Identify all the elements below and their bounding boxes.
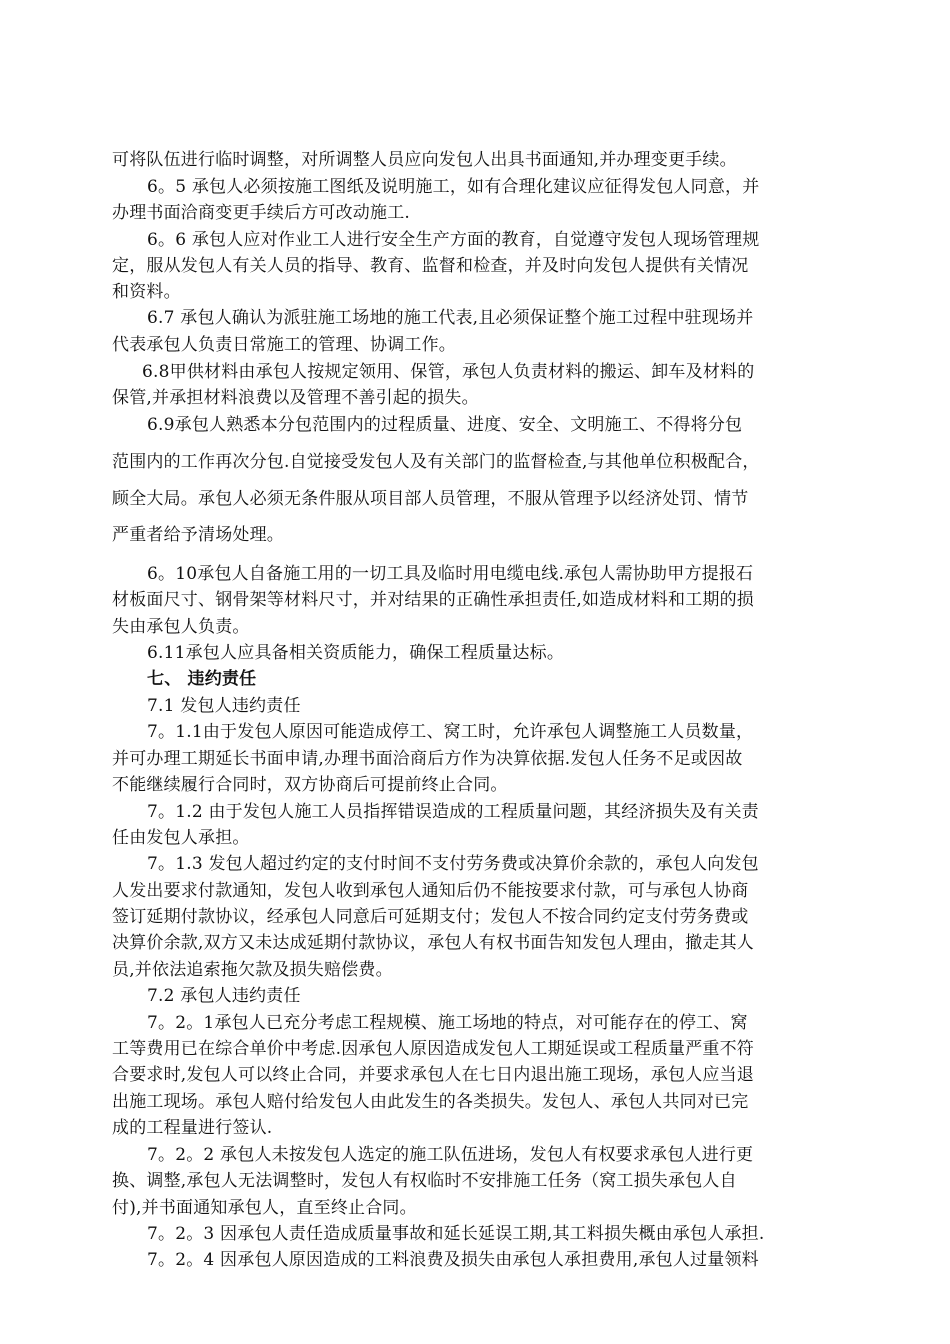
text-line: 出施工现场。承包人赔付给发包人由此发生的各类损失。发包人、承包人共同对已完 [112, 1092, 749, 1112]
text-line: 可将队伍进行临时调整，对所调整人员应向发包人出具书面通知,并办理变更手续。 [112, 150, 737, 170]
text-line: 代表承包人负责日常施工的管理、协调工作。 [112, 335, 456, 355]
text-line: 成的工程量进行签认. [112, 1118, 273, 1138]
text-line: 顾全大局。承包人必须无条件服从项目部人员管理，不服从管理予以经济处罚、情节 [112, 489, 749, 509]
text-line: 决算价余款,双方又未达成延期付款协议，承包人有权书面告知发包人理由，撤走其人 [112, 933, 755, 953]
text-line: 任由发包人承担。 [112, 828, 250, 848]
text-line: 7。1.2 由于发包人施工人员指挥错误造成的工程质量问题，其经济损失及有关责 [147, 802, 759, 822]
text-line: 签订延期付款协议，经承包人同意后可延期支付；发包人不按合同约定支付劳务费或 [112, 907, 749, 927]
text-line: 7。2。1承包人已充分考虑工程规模、施工场地的特点，对可能存在的停工、窝 [147, 1013, 748, 1033]
text-line: 和资料。 [112, 282, 181, 302]
text-line: 换、调整,承包人无法调整时，发包人有权临时不安排施工任务（窝工损失承包人自 [112, 1171, 737, 1191]
text-line: 7。1.3 发包人超过约定的支付时间不支付劳务费或决算价余款的，承包人向发包 [147, 854, 759, 874]
text-line: 6。6 承包人应对作业工人进行安全生产方面的教育，自觉遵守发包人现场管理规 [147, 230, 760, 250]
text-line: 6。5 承包人必须按施工图纸及说明施工，如有合理化建议应征得发包人同意，并 [147, 177, 760, 197]
text-line: 人发出要求付款通知，发包人收到承包人通知后仍不能按要求付款，可与承包人协商 [112, 881, 749, 901]
text-line: 6.7 承包人确认为派驻施工场地的施工代表,且必须保证整个施工过程中驻现场并 [147, 308, 754, 328]
text-line: 7。2。3 因承包人责任造成质量事故和延长延误工期,其工料损失概由承包人承担. [147, 1224, 765, 1244]
subsection-heading: 7.2 承包人违约责任 [147, 986, 301, 1006]
text-line: 6.11承包人应具备相关资质能力，确保工程质量达标。 [147, 643, 565, 663]
text-line: 7。1.1由于发包人原因可能造成停工、窝工时，允许承包人调整施工人员数量， [147, 722, 754, 742]
text-line: 不能继续履行合同时，双方协商后可提前终止合同。 [112, 775, 508, 795]
text-line: 定，服从发包人有关人员的指导、教育、监督和检查，并及时向发包人提供有关情况 [112, 256, 749, 276]
text-line: 办理书面洽商变更手续后方可改动施工. [112, 203, 411, 223]
text-line: 范围内的工作再次分包.自觉接受发包人及有关部门的监督检查,与其他单位积极配合， [112, 452, 760, 472]
text-line: 合要求时,发包人可以终止合同，并要求承包人在七日内退出施工现场，承包人应当退 [112, 1065, 755, 1085]
section-heading: 七、 违约责任 [147, 669, 257, 689]
text-line: 6.9承包人熟悉本分包范围内的过程质量、进度、安全、文明施工、不得将分包 [147, 415, 743, 435]
subsection-heading: 7.1 发包人违约责任 [147, 696, 301, 716]
text-line: 保管,并承担材料浪费以及管理不善引起的损失。 [112, 388, 479, 408]
text-line: 材板面尺寸、钢骨架等材料尺寸，并对结果的正确性承担责任,如造成材料和工期的损 [112, 590, 755, 610]
text-line: 员,并依法追索拖欠款及损失赔偿费。 [112, 960, 393, 980]
text-line: 付),并书面通知承包人，直至终止合同。 [112, 1198, 417, 1218]
text-line: 7。2。4 因承包人原因造成的工料浪费及损失由承包人承担费用,承包人过量领料 [147, 1250, 759, 1270]
text-line: 7。2。2 承包人未按发包人选定的施工队伍进场，发包人有权要求承包人进行更 [147, 1145, 754, 1165]
text-line: 工等费用已在综合单价中考虑.因承包人原因造成发包人工期延误或工程质量严重不符 [112, 1039, 755, 1059]
text-line: 6。10承包人自备施工用的一切工具及临时用电缆电线.承包人需协助甲方提报石 [147, 564, 754, 584]
text-line: 6.8甲供材料由承包人按规定领用、保管，承包人负责材料的搬运、卸车及材料的 [142, 362, 755, 382]
text-line: 并可办理工期延长书面申请,办理书面洽商后方作为决算依据.发包人任务不足或因故 [112, 749, 743, 769]
text-line: 失由承包人负责。 [112, 617, 250, 637]
text-line: 严重者给予清场处理。 [112, 525, 284, 545]
